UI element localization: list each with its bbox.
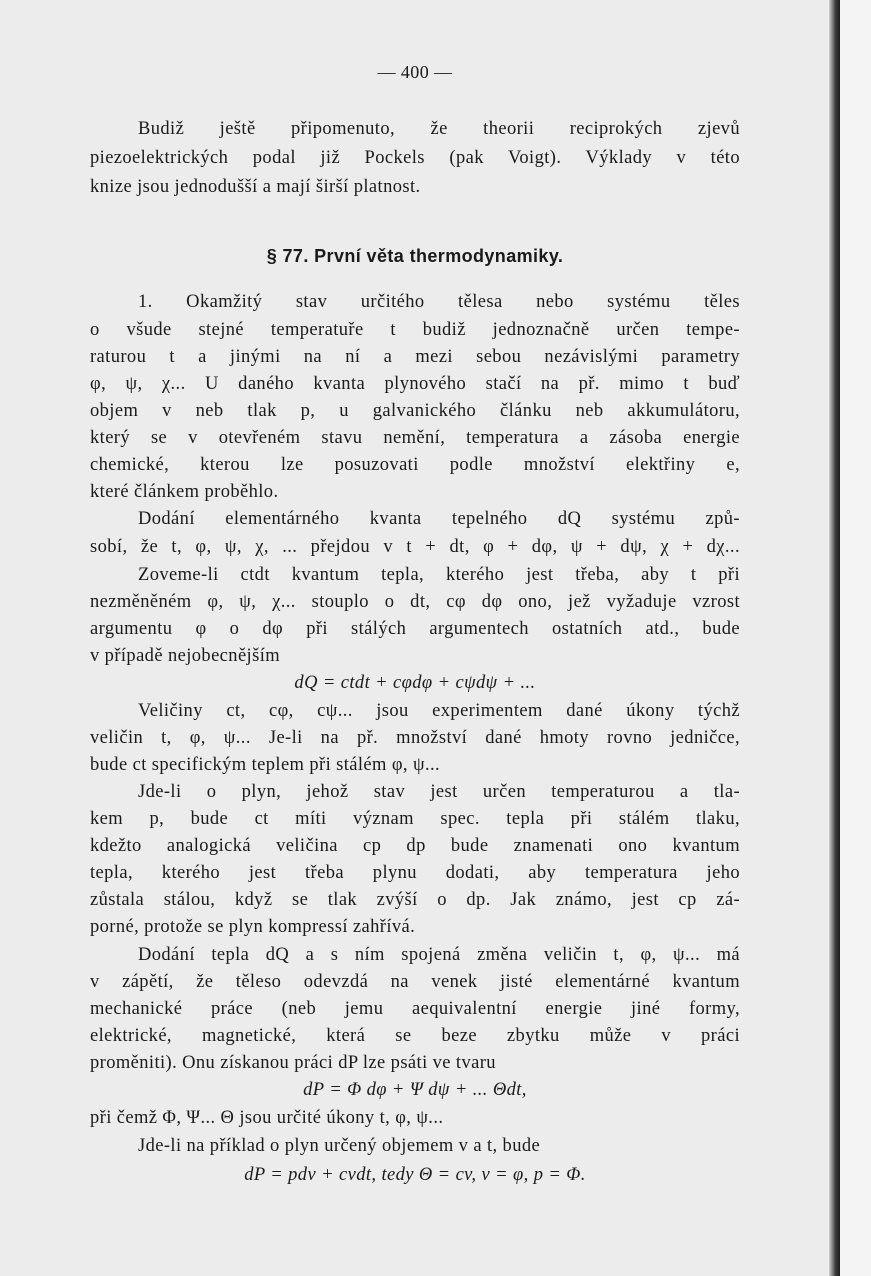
p1-line-8: které článkem proběhlo.: [90, 482, 279, 502]
p1-line-5: objem v neb tlak p, u galvanického článku neb akkumulátoru,: [90, 401, 740, 421]
p4-line-3: kdežto analogická veličina cp dp bude znamenati ono kvantum: [90, 836, 740, 856]
p2-line-3: Zoveme-li ctdt kvantum tepla, kterého jest třeba, aby t při: [138, 565, 740, 585]
page-binding-edge: [829, 0, 840, 1276]
p5-line-2: v zápětí, že těleso odevzdá na venek jisté elementárné kvantum: [90, 972, 740, 992]
p4-line-2: kem p, bude ct míti význam spec. tepla při stálém tlaku,: [90, 809, 740, 829]
next-page-edge: [840, 0, 871, 1276]
p5-line-3: mechanické práce (neb jemu aequivalentní energie jiné formy,: [90, 999, 740, 1019]
p1-line-3: raturou t a jinými na ní a mezi sebou nezávislými parametry: [90, 347, 740, 367]
section-heading: § 77. První věta thermodynamiky.: [266, 246, 564, 266]
intro-line-3: knize jsou jednodušší a mají širší platnost.: [90, 177, 421, 197]
p2-line-4: nezměněném φ, ψ, χ... stouplo o dt, cφ dφ ono, jež vyžaduje vzrost: [90, 592, 740, 612]
p2-line-6: v případě nejobecnějším: [90, 646, 281, 666]
p3-line-1: Veličiny ct, cφ, cψ... jsou experimentem dané úkony týchž: [138, 701, 740, 721]
p5-line-5: proměniti). Onu získanou práci dP lze psáti ve tvaru: [90, 1053, 496, 1073]
formula-dp: dP = Φ dφ + Ψ dψ + ... Θdt,: [303, 1080, 527, 1100]
formula-dp-gas: dP = pdv + cvdt, tedy Θ = cv, v = φ, p = Φ.: [244, 1165, 586, 1185]
intro-line-1: Budiž ještě připomenuto, že theorii reciprokých zjevů: [138, 119, 740, 139]
p2-line-2: sobí, že t, φ, ψ, χ, ... přejdou v t + dt, φ + dφ, ψ + dψ, χ + dχ...: [90, 537, 740, 557]
p6-line-2: Jde-li na příklad o plyn určený objemem v a t, bude: [138, 1136, 541, 1156]
p4-line-1: Jde-li o plyn, jehož stav jest určen temperaturou a tla-: [138, 782, 740, 802]
intro-line-2: piezoelektrických podal již Pockels (pak Voigt). Výklady v této: [90, 148, 740, 168]
p5-line-4: elektrické, magnetické, která se beze zbytku může v práci: [90, 1026, 740, 1046]
p1-line-6: který se v otevřeném stavu nemění, temperatura a zásoba energie: [90, 428, 740, 448]
p2-line-1: Dodání elementárného kvanta tepelného dQ systému způ-: [138, 509, 740, 529]
p6-line-1: při čemž Φ, Ψ... Θ jsou určité úkony t, φ, ψ...: [90, 1108, 444, 1128]
p4-line-6: porné, protože se plyn kompressí zahřívá.: [90, 917, 416, 937]
page-number: — 400 —: [377, 62, 453, 82]
p4-line-5: zůstala stálou, když se tlak zvýší o dp. Jak známo, jest cp zá-: [90, 890, 740, 910]
p1-line-4: φ, ψ, χ... U daného kvanta plynového stačí na př. mimo t buď: [90, 374, 740, 394]
p1-line-1: 1. Okamžitý stav určitého tělesa nebo systému těles: [138, 292, 740, 312]
p1-line-2: o všude stejné temperatuře t budiž jednoznačně určen tempe-: [90, 320, 740, 340]
p4-line-4: tepla, kterého jest třeba plynu dodati, aby temperatura jeho: [90, 863, 740, 883]
p3-line-2: veličin t, φ, ψ... Je-li na př. množství dané hmoty rovno jedničce,: [90, 728, 740, 748]
p1-line-7: chemické, kterou lze posuzovati podle množství elektřiny e,: [90, 455, 740, 475]
p2-line-5: argumentu φ o dφ při stálých argumentech ostatních atd., bude: [90, 619, 740, 639]
p3-line-3: bude ct specifickým teplem při stálém φ, ψ...: [90, 755, 441, 775]
p5-line-1: Dodání tepla dQ a s ním spojená změna veličin t, φ, ψ... má: [138, 945, 740, 965]
formula-dq: dQ = ctdt + cφdφ + cψdψ + ...: [294, 673, 536, 693]
